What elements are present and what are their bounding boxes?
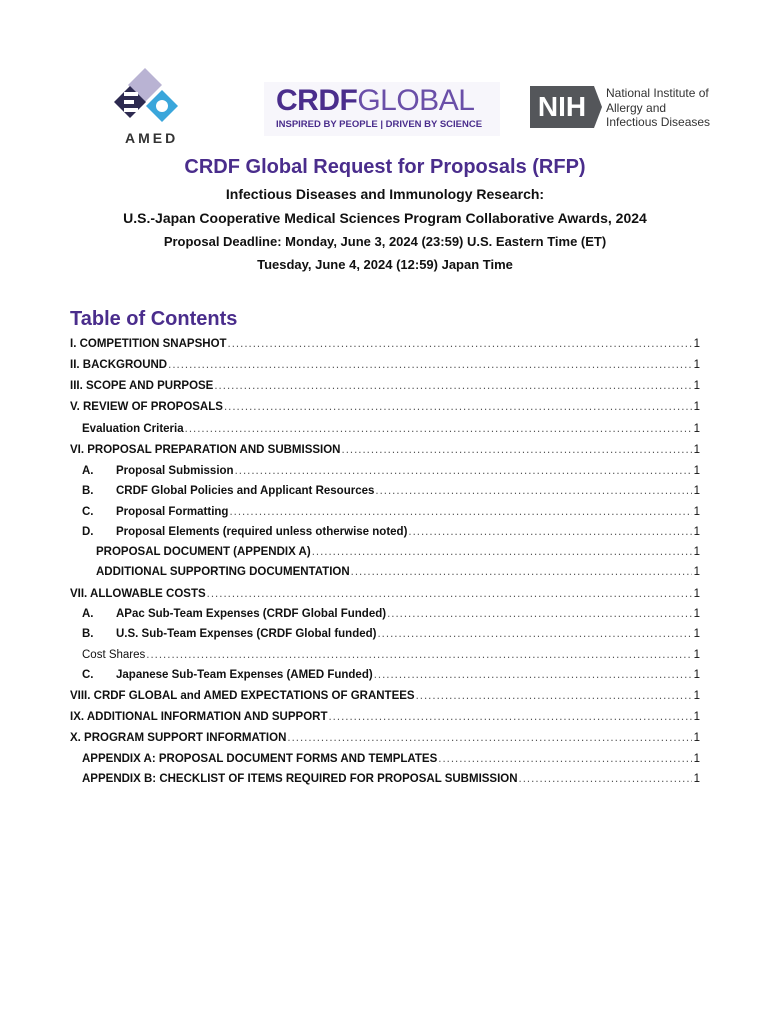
toc-entry-label bbox=[70, 401, 224, 413]
toc-dot-leader bbox=[185, 423, 692, 435]
toc-entry-label bbox=[70, 359, 168, 371]
toc-entry-label bbox=[82, 506, 229, 518]
toc-page-number: 1 bbox=[693, 359, 700, 371]
toc-entry-label bbox=[82, 669, 374, 681]
toc-page-number: 1 bbox=[693, 444, 700, 456]
toc-dot-leader bbox=[438, 753, 691, 765]
toc-entry-text: APac Sub-Team Expenses (CRDF Global Funded) bbox=[116, 608, 387, 620]
toc-page-number: 1 bbox=[693, 753, 700, 765]
toc-entry-label bbox=[70, 588, 207, 600]
toc-entry-text: CRDF Global Policies and Applicant Resources bbox=[116, 485, 375, 497]
toc-entry[interactable] bbox=[82, 669, 700, 685]
toc-entry-text: ADDITIONAL SUPPORTING DOCUMENTATION bbox=[96, 566, 350, 578]
toc-entry-text: PROPOSAL DOCUMENT (APPENDIX A) bbox=[96, 546, 311, 558]
toc-dot-leader bbox=[312, 546, 692, 558]
toc-dot-leader bbox=[229, 506, 691, 518]
toc-entry-text: VII. ALLOWABLE COSTS bbox=[70, 588, 206, 600]
toc-entry[interactable] bbox=[82, 773, 700, 789]
toc-entry-letter: C. bbox=[82, 669, 94, 681]
toc-dot-leader bbox=[228, 338, 692, 350]
toc-entry[interactable] bbox=[70, 401, 700, 417]
toc-entry-label bbox=[82, 753, 438, 765]
toc-entry-text: X. PROGRAM SUPPORT INFORMATION bbox=[70, 732, 287, 744]
toc-entry-label bbox=[82, 485, 375, 497]
toc-dot-leader bbox=[168, 359, 691, 371]
toc-page-number: 1 bbox=[693, 338, 700, 350]
toc-dot-leader bbox=[375, 485, 691, 497]
toc-heading: Table of Contents bbox=[70, 308, 238, 330]
toc-entry-text: APPENDIX B: CHECKLIST OF ITEMS REQUIRED FOR PROPOSAL SUBMISSION bbox=[82, 773, 518, 785]
toc-entry[interactable] bbox=[82, 465, 700, 481]
toc-page-number: 1 bbox=[693, 546, 700, 558]
toc-dot-leader bbox=[519, 773, 692, 785]
toc-entry-label bbox=[70, 380, 214, 392]
toc-dot-leader bbox=[377, 628, 691, 640]
toc-dot-leader bbox=[387, 608, 692, 620]
deadline-us: Proposal Deadline: Monday, June 3, 2024 (23:59) U.S. Eastern Time (ET) bbox=[163, 234, 607, 249]
toc-dot-leader bbox=[416, 690, 692, 702]
toc-dot-leader bbox=[235, 465, 692, 477]
toc-dot-leader bbox=[342, 444, 692, 456]
amed-wordmark: AMED bbox=[125, 130, 179, 146]
deadline-japan: Tuesday, June 4, 2024 (12:59) Japan Time bbox=[257, 257, 513, 272]
toc-entry-letter: A. bbox=[82, 608, 94, 620]
toc-entry[interactable] bbox=[70, 338, 700, 354]
page-title: CRDF Global Request for Proposals (RFP) bbox=[184, 156, 586, 178]
toc-page-number: 1 bbox=[693, 608, 700, 620]
toc-dot-leader bbox=[214, 380, 691, 392]
toc-entry-text: APPENDIX A: PROPOSAL DOCUMENT FORMS AND TEMPLATES bbox=[82, 753, 438, 765]
toc-page-number: 1 bbox=[693, 506, 700, 518]
toc-dot-leader bbox=[287, 732, 691, 744]
toc-entry-letter: C. bbox=[82, 506, 94, 518]
toc-page-number: 1 bbox=[693, 526, 700, 538]
toc-entry[interactable] bbox=[82, 506, 700, 522]
toc-entry-label bbox=[70, 444, 342, 456]
toc-entry-text: III. SCOPE AND PURPOSE bbox=[70, 380, 214, 392]
crdf-wordmark: CRDFGLOBAL bbox=[276, 84, 475, 117]
toc-dot-leader bbox=[207, 588, 692, 600]
toc-entry-text: Evaluation Criteria bbox=[82, 423, 184, 435]
toc-dot-leader bbox=[224, 401, 692, 413]
toc-entry-label bbox=[82, 423, 185, 435]
toc-entry-label bbox=[82, 628, 377, 640]
toc-entry[interactable] bbox=[82, 753, 700, 769]
toc-entry-label bbox=[70, 732, 287, 744]
toc-dot-leader bbox=[408, 526, 691, 538]
toc-entry[interactable] bbox=[82, 423, 700, 439]
toc-page-number: 1 bbox=[693, 711, 700, 723]
toc-entry-label bbox=[82, 773, 519, 785]
toc-entry-text: IX. ADDITIONAL INFORMATION AND SUPPORT bbox=[70, 711, 328, 723]
toc-entry-text: VIII. CRDF GLOBAL and AMED EXPECTATIONS OF GRANTEES bbox=[70, 690, 415, 702]
toc-entry-text: U.S. Sub-Team Expenses (CRDF Global funded) bbox=[116, 628, 377, 640]
toc-entry-text: II. BACKGROUND bbox=[70, 359, 168, 371]
toc-entry-text: Proposal Submission bbox=[116, 465, 234, 477]
toc-entry[interactable] bbox=[82, 485, 700, 501]
toc-page-number: 1 bbox=[693, 566, 700, 578]
toc-entry-text: Cost Shares bbox=[82, 649, 146, 661]
toc-page-number: 1 bbox=[693, 669, 700, 681]
toc-entry[interactable] bbox=[70, 444, 700, 460]
toc-page-number: 1 bbox=[693, 649, 700, 661]
toc-entry[interactable] bbox=[70, 380, 700, 396]
toc-entry-label bbox=[96, 546, 312, 558]
toc-entry[interactable] bbox=[70, 588, 700, 604]
toc-entry-label bbox=[70, 338, 228, 350]
toc-entry[interactable] bbox=[70, 690, 700, 706]
toc-entry-letter: B. bbox=[82, 628, 94, 640]
toc-entry-label bbox=[82, 465, 235, 477]
toc-entry[interactable] bbox=[70, 711, 700, 727]
toc-entry[interactable] bbox=[96, 546, 700, 562]
toc-entry-label bbox=[70, 711, 328, 723]
nih-arrow-icon bbox=[594, 86, 602, 128]
toc-page-number: 1 bbox=[693, 423, 700, 435]
toc-entry-text: V. REVIEW OF PROPOSALS bbox=[70, 401, 223, 413]
toc-entry[interactable] bbox=[82, 628, 700, 644]
toc-entry[interactable] bbox=[70, 732, 700, 748]
toc-page-number: 1 bbox=[693, 773, 700, 785]
toc-page-number: 1 bbox=[693, 690, 700, 702]
toc-page-number: 1 bbox=[693, 732, 700, 744]
toc-entry-text: I. COMPETITION SNAPSHOT bbox=[70, 338, 227, 350]
toc-entry-label bbox=[96, 566, 351, 578]
toc-entry-label bbox=[82, 649, 146, 661]
subtitle-topic: Infectious Diseases and Immunology Research: bbox=[225, 186, 545, 202]
toc-page-number: 1 bbox=[693, 465, 700, 477]
logo-bar bbox=[0, 62, 770, 152]
toc-entry-label bbox=[70, 690, 416, 702]
toc-dot-leader bbox=[328, 711, 691, 723]
toc-page-number: 1 bbox=[693, 401, 700, 413]
nih-logo: NIH bbox=[530, 86, 594, 128]
toc-page-number: 1 bbox=[693, 588, 700, 600]
subtitle-program: U.S.-Japan Cooperative Medical Sciences Program Collaborative Awards, 2024 bbox=[123, 210, 647, 226]
toc-page-number: 1 bbox=[693, 628, 700, 640]
toc-page-number: 1 bbox=[693, 380, 700, 392]
toc-dot-leader bbox=[146, 649, 691, 661]
toc-entry-letter: B. bbox=[82, 485, 94, 497]
niaid-name: National Institute of Allergy and Infectious Diseases bbox=[606, 86, 711, 129]
crdf-global-logo bbox=[264, 82, 500, 136]
toc-entry[interactable] bbox=[82, 649, 700, 665]
toc-dot-leader bbox=[351, 566, 692, 578]
toc-entry[interactable] bbox=[82, 608, 700, 624]
toc-dot-leader bbox=[374, 669, 692, 681]
toc-entry-text: Proposal Elements (required unless otherwise noted) bbox=[116, 526, 408, 538]
crdf-tagline: INSPIRED BY PEOPLE | DRIVEN BY SCIENCE bbox=[276, 119, 483, 130]
toc-entry[interactable] bbox=[70, 359, 700, 375]
toc-entry-text: VI. PROPOSAL PREPARATION AND SUBMISSION bbox=[70, 444, 341, 456]
toc-entry-letter: A. bbox=[82, 465, 94, 477]
toc-entry[interactable] bbox=[82, 526, 700, 542]
toc-entry-text: Proposal Formatting bbox=[116, 506, 229, 518]
toc-entry-letter: D. bbox=[82, 526, 94, 538]
toc-page-number: 1 bbox=[693, 485, 700, 497]
toc-entry[interactable] bbox=[96, 566, 700, 582]
toc-entry-label bbox=[82, 608, 387, 620]
toc-entry-label bbox=[82, 526, 408, 538]
toc-entry-text: Japanese Sub-Team Expenses (AMED Funded) bbox=[116, 669, 373, 681]
